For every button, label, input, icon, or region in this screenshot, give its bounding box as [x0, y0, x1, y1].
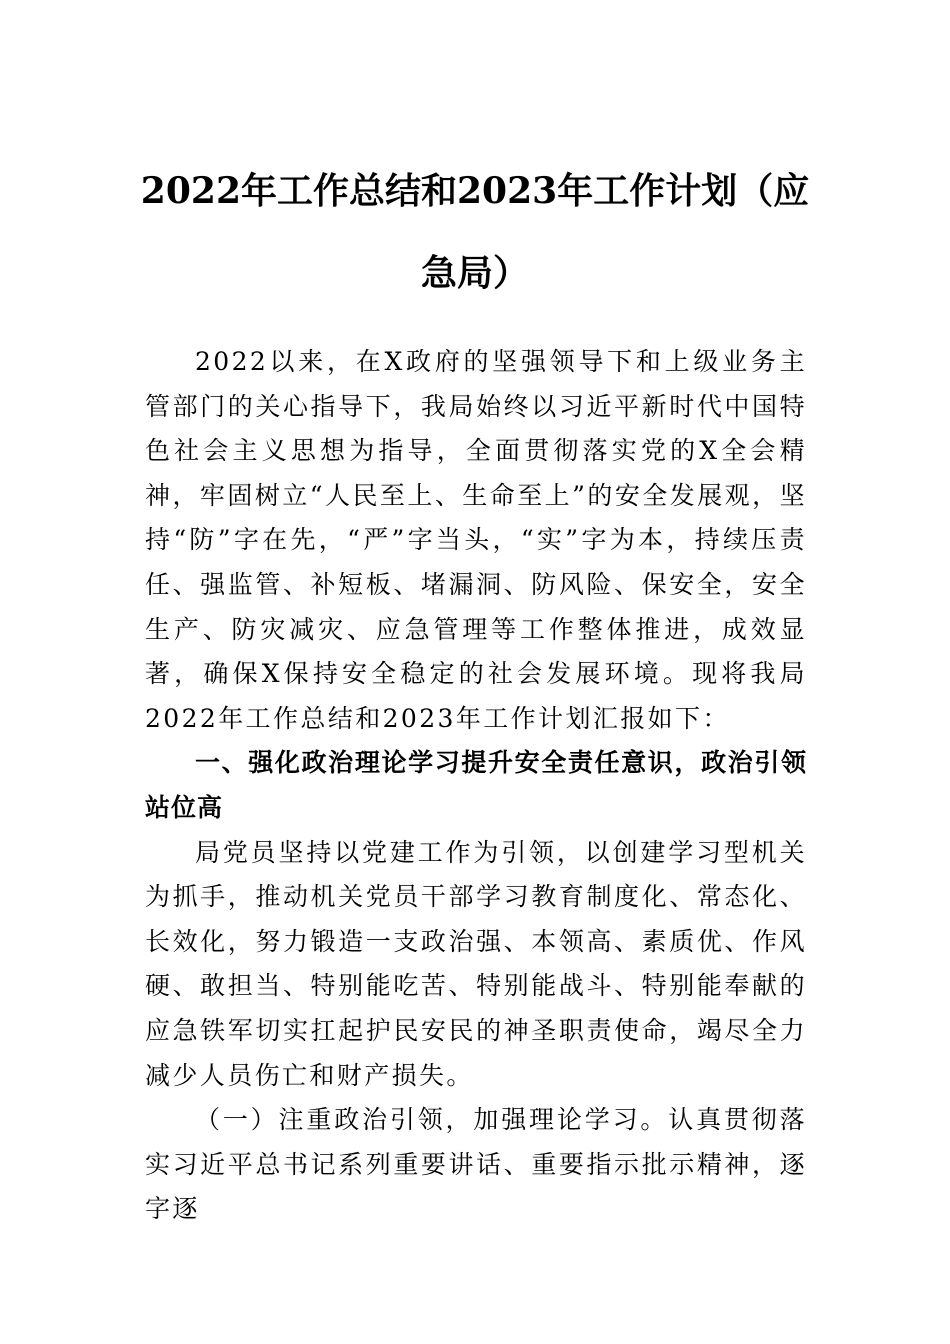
subsection-1-paragraph: （一）注重政治引领，加强理论学习。认真贯彻落实习近平总书记系列重要讲话、重要指示批示精神，逐字逐	[145, 1105, 807, 1224]
intro-paragraph: 2022以来，在X政府的坚强领导下和上级业务主管部门的关心指导下，我局始终以习近平新时代中国特色社会主义思想为指导，全面贯彻落实党的X全会精神，牢固树立“人民至上、生命至上”的安全发展观，坚持“防”字在先，“严”字当头，“实”字为本，持续压责任、强监管、补短板、堵漏洞、防风险、保安全，安全生产、防灾减灾、应急管理等工作整体推进，成效显著，确保X保持安全稳定的社会发展环境。现将我局2022年工作总结和2023年工作计划汇报如下：	[145, 347, 807, 733]
section-heading-1: 一、强化政治理论学习提升安全责任意识，政治引领站位高	[145, 748, 807, 822]
document-title: 2022年工作总结和2023年工作计划（应急局）	[140, 170, 810, 294]
document-body	[145, 340, 807, 1232]
section-1-paragraph: 局党员坚持以党建工作为引领，以创建学习型机关为抓手，推动机关党员干部学习教育制度化、常态化、长效化，努力锻造一支政治强、本领高、素质优、作风硬、敢担当、特别能吃苦、特别能战斗、特别能奉献的应急铁军切实扛起护民安民的神圣职责使命，竭尽全力减少人员伤亡和财产损失。	[145, 837, 807, 1090]
